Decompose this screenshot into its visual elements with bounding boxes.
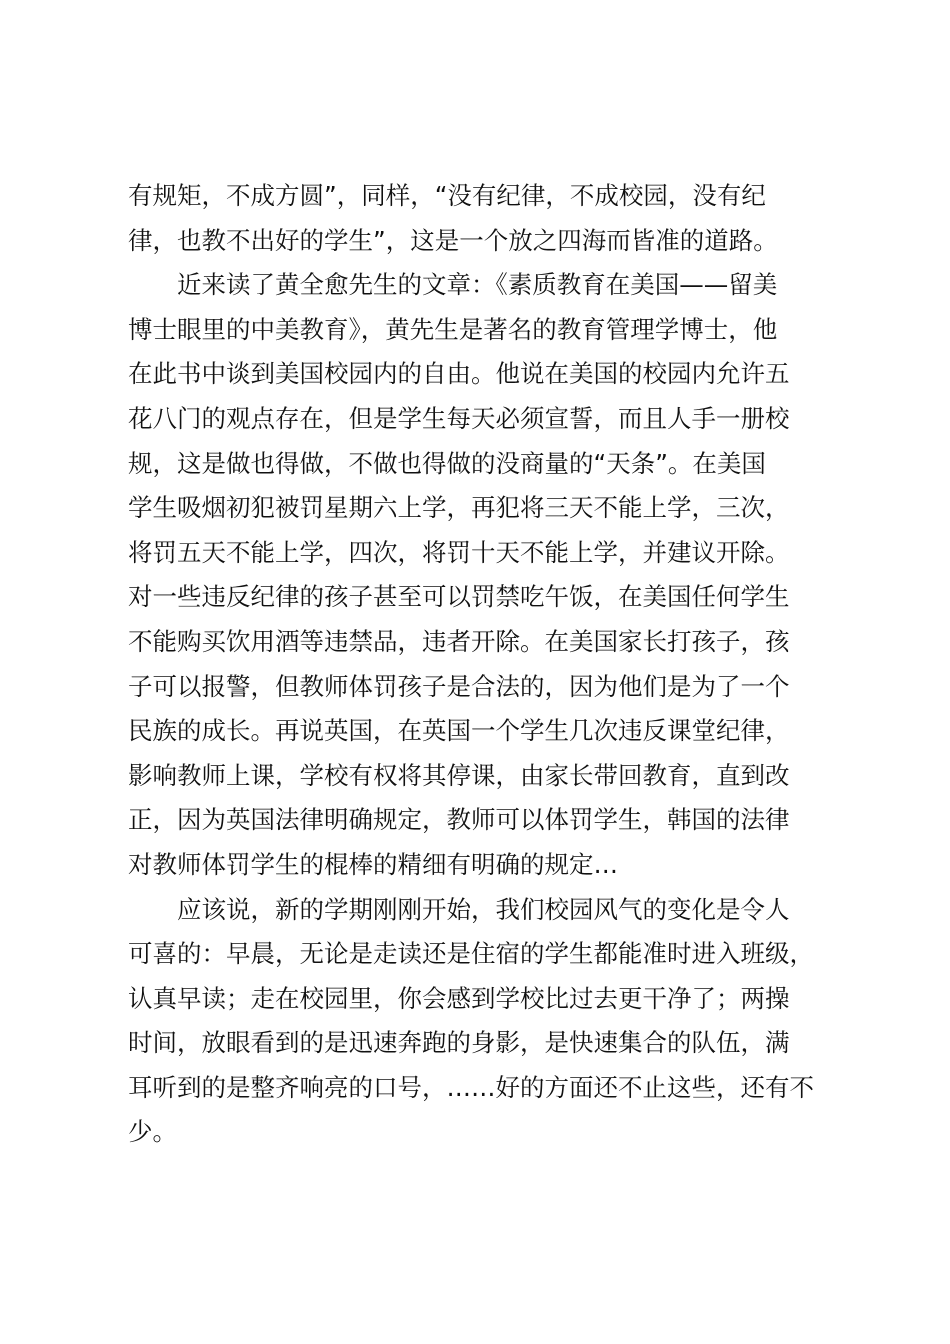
text-line: 在此书中谈到美国校园内的自由。他说在美国的校园内允许五 <box>128 359 790 389</box>
text-line: 子可以报警，但教师体罚孩子是合法的，因为他们是为了一个 <box>128 671 790 701</box>
text-line: 对教师体罚学生的棍棒的精细有明确的规定… <box>128 849 618 879</box>
text-line: 可喜的：早晨，无论是走读还是住宿的学生都能准时进入班级， <box>128 939 814 969</box>
text-line: 耳听到的是整齐响亮的口号，……好的方面还不止这些，还有不 <box>128 1072 814 1102</box>
text-line: 时间，放眼看到的是迅速奔跑的身影，是快速集合的队伍，满 <box>128 1028 790 1058</box>
text-line: 认真早读；走在校园里，你会感到学校比过去更干净了；两操 <box>128 983 790 1013</box>
text-line: 对一些违反纪律的孩子甚至可以罚禁吃午饭，在美国任何学生 <box>128 582 790 612</box>
body-text <box>128 174 848 1155</box>
text-line: 将罚五天不能上学，四次，将罚十天不能上学，并建议开除。 <box>128 537 790 567</box>
text-line: 花八门的观点存在，但是学生每天必须宣誓，而且人手一册校 <box>128 403 790 433</box>
text-line: 正，因为英国法律明确规定，教师可以体罚学生，韩国的法律 <box>128 805 790 835</box>
text-line: 民族的成长。再说英国，在英国一个学生几次违反课堂纪律， <box>128 716 790 746</box>
text-line: 学生吸烟初犯被罚星期六上学，再犯将三天不能上学，三次， <box>128 493 790 523</box>
text-line: 规，这是做也得做，不做也得做的没商量的“天条”。在美国 <box>128 448 766 478</box>
text-line: 近来读了黄全愈先生的文章：《素质教育在美国——留美 <box>128 270 778 300</box>
text-line: 应该说，新的学期刚刚开始，我们校园风气的变化是令人 <box>128 894 790 924</box>
text-line: 影响教师上课，学校有权将其停课，由家长带回教育，直到改 <box>128 760 790 790</box>
text-line: 律，也教不出好的学生”，这是一个放之四海而皆准的道路。 <box>128 225 778 255</box>
text-line: 少。 <box>128 1117 177 1147</box>
text-line: 不能购买饮用酒等违禁品，违者开除。在美国家长打孩子，孩 <box>128 626 790 656</box>
text-line: 博士眼里的中美教育》，黄先生是著名的教育管理学博士，他 <box>128 314 778 344</box>
text-line: 有规矩，不成方圆”，同样，“没有纪律，不成校园，没有纪 <box>128 181 766 210</box>
